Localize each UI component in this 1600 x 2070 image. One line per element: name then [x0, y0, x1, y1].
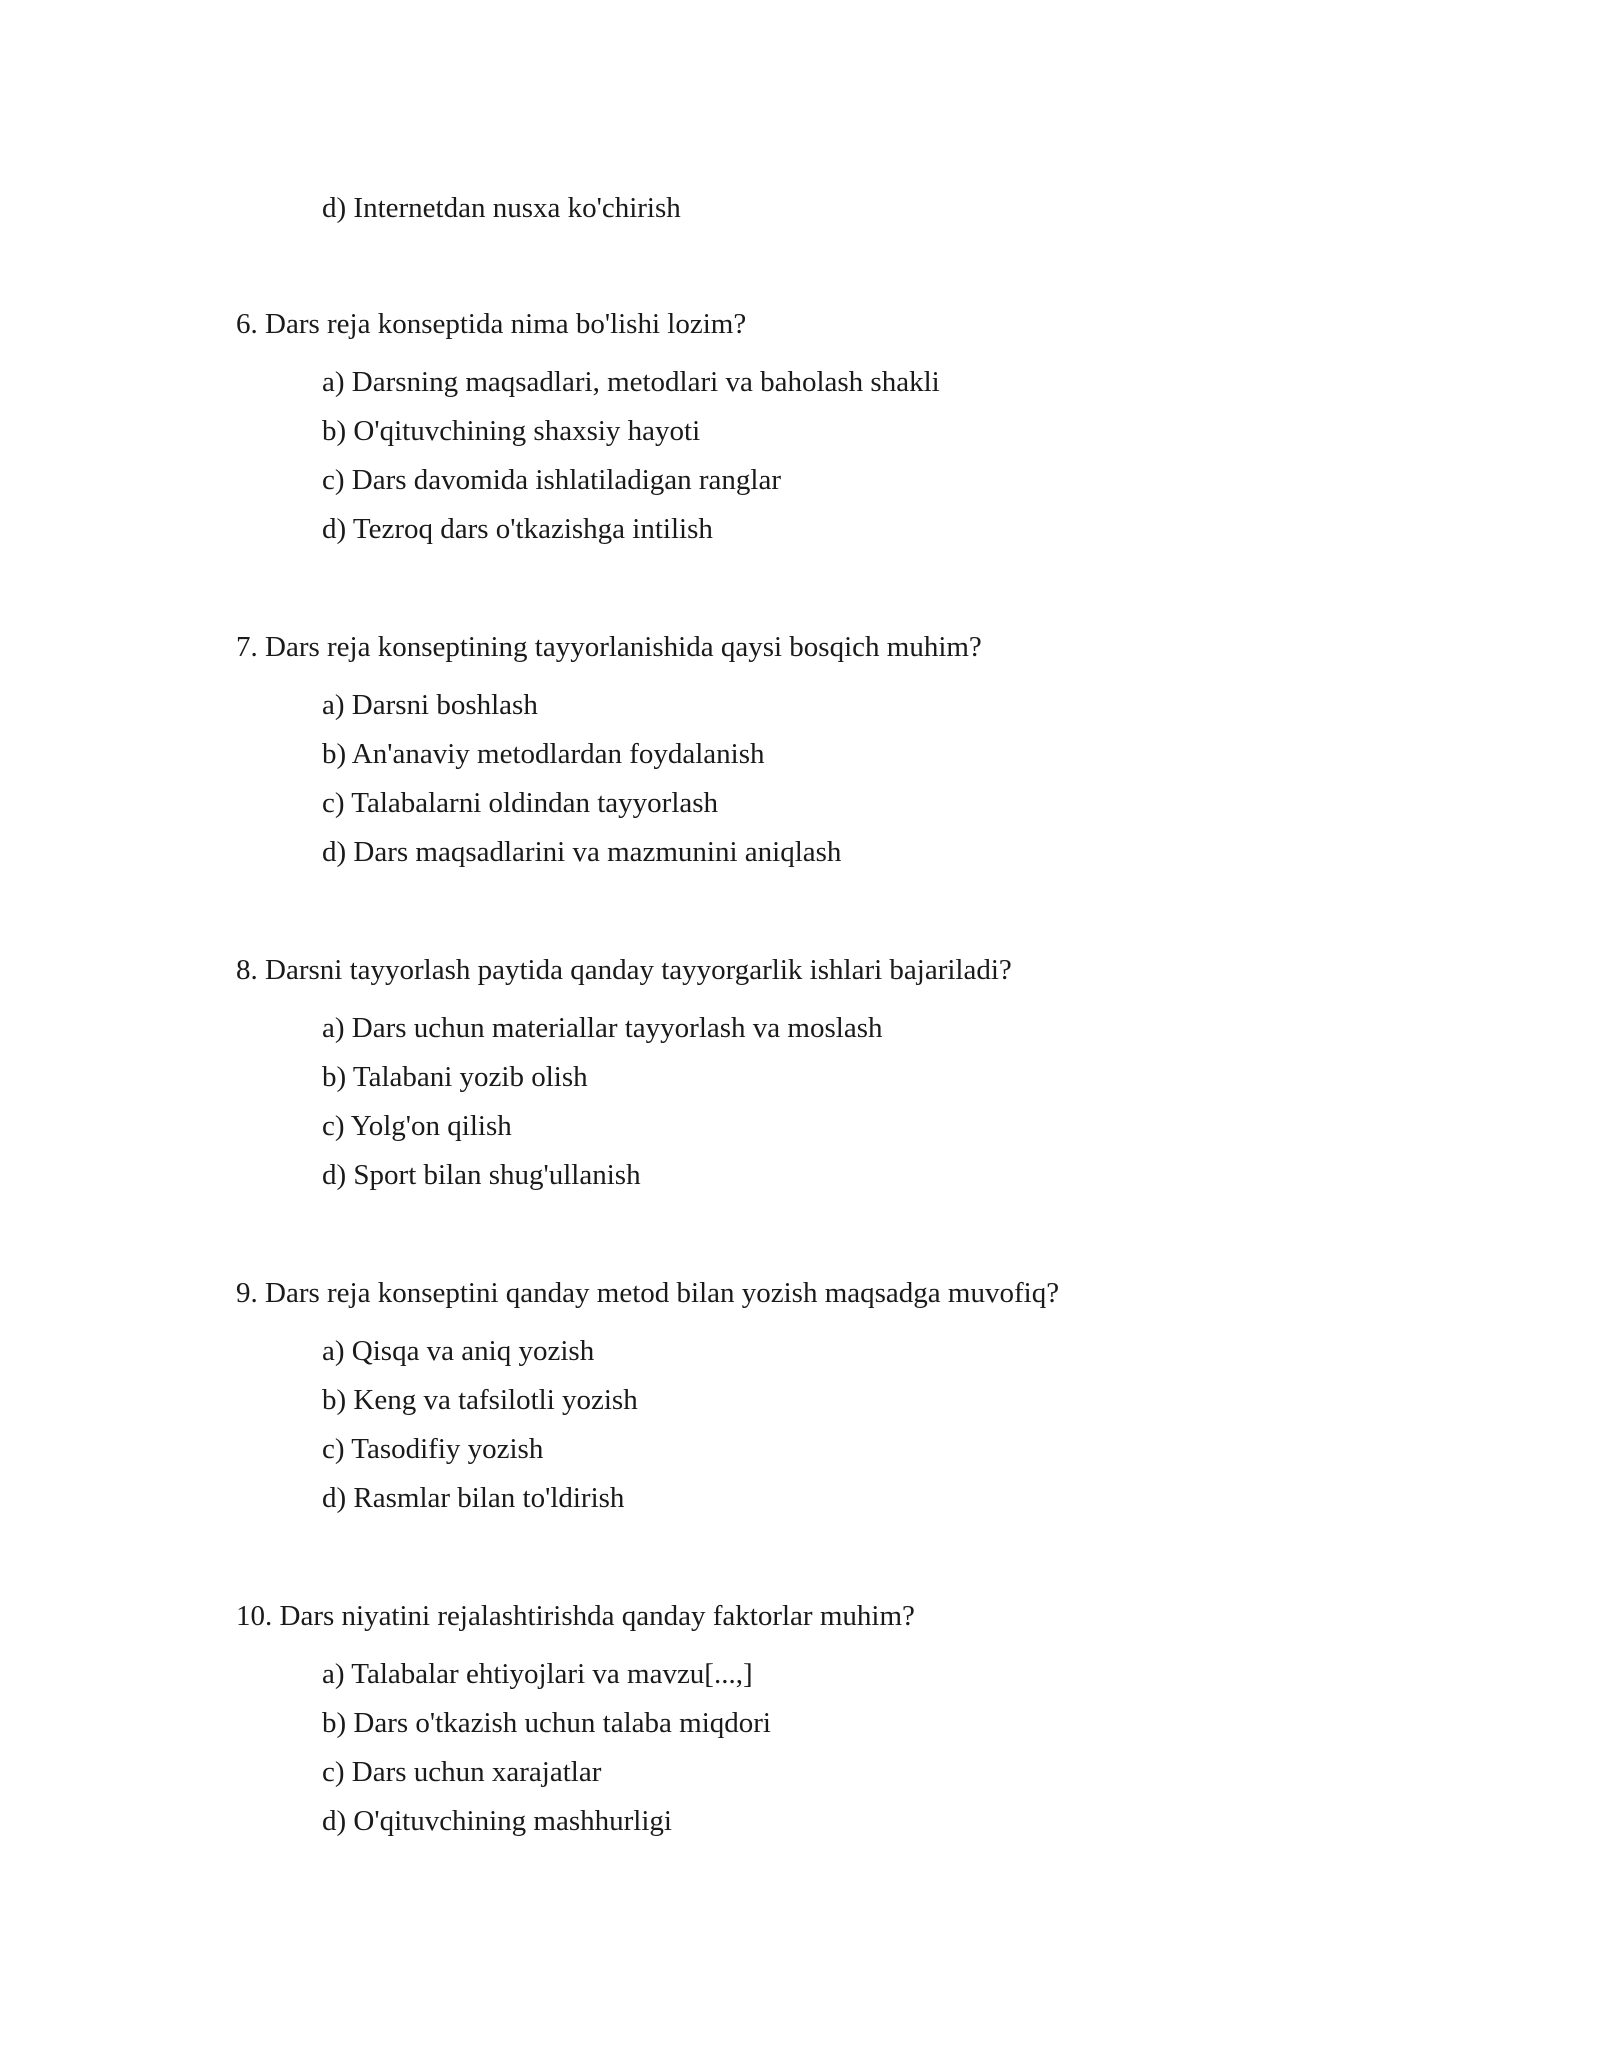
question-6: 6. Dars reja konseptida nima bo'lishi lozim? [236, 308, 747, 340]
question-7: 7. Dars reja konseptining tayyorlanishida qaysi bosqich muhim? [236, 631, 982, 663]
question-7-option-d: d) Dars maqsadlarini va mazmunini aniqlash [322, 836, 842, 868]
question-9-option-d: d) Rasmlar bilan to'ldirish [322, 1482, 625, 1514]
question-10-option-d: d) O'qituvchining mashhurligi [322, 1805, 672, 1837]
question-8-option-b: b) Talabani yozib olish [322, 1061, 588, 1093]
question-6-option-b: b) O'qituvchining shaxsiy hayoti [322, 415, 701, 447]
question-7-option-a: a) Darsni boshlash [322, 689, 538, 721]
question-8: 8. Darsni tayyorlash paytida qanday tayyorgarlik ishlari bajariladi? [236, 954, 1012, 986]
leading-option: d) Internetdan nusxa ko'chirish [322, 192, 681, 224]
question-8-option-c: c) Yolg'on qilish [322, 1110, 512, 1142]
question-10-option-c: c) Dars uchun xarajatlar [322, 1756, 602, 1788]
question-9-option-a: a) Qisqa va aniq yozish [322, 1335, 595, 1367]
question-6-option-c: c) Dars davomida ishlatiladigan ranglar [322, 464, 782, 496]
question-6-option-a: a) Darsning maqsadlari, metodlari va baholash shakli [322, 366, 940, 398]
question-9-option-b: b) Keng va tafsilotli yozish [322, 1384, 638, 1416]
question-6-option-d: d) Tezroq dars o'tkazishga intilish [322, 513, 713, 545]
question-8-option-a: a) Dars uchun materiallar tayyorlash va moslash [322, 1012, 883, 1044]
question-9-option-c: c) Tasodifiy yozish [322, 1433, 544, 1465]
question-10-option-b: b) Dars o'tkazish uchun talaba miqdori [322, 1707, 771, 1739]
question-10-option-a: a) Talabalar ehtiyojlari va mavzu[...,] [322, 1658, 753, 1690]
question-8-option-d: d) Sport bilan shug'ullanish [322, 1159, 641, 1191]
question-7-option-c: c) Talabalarni oldindan tayyorlash [322, 787, 719, 819]
question-7-option-b: b) An'anaviy metodlardan foydalanish [322, 738, 765, 770]
question-9: 9. Dars reja konseptini qanday metod bilan yozish maqsadga muvofiq? [236, 1277, 1060, 1309]
question-10: 10. Dars niyatini rejalashtirishda qanday faktorlar muhim? [236, 1600, 915, 1632]
